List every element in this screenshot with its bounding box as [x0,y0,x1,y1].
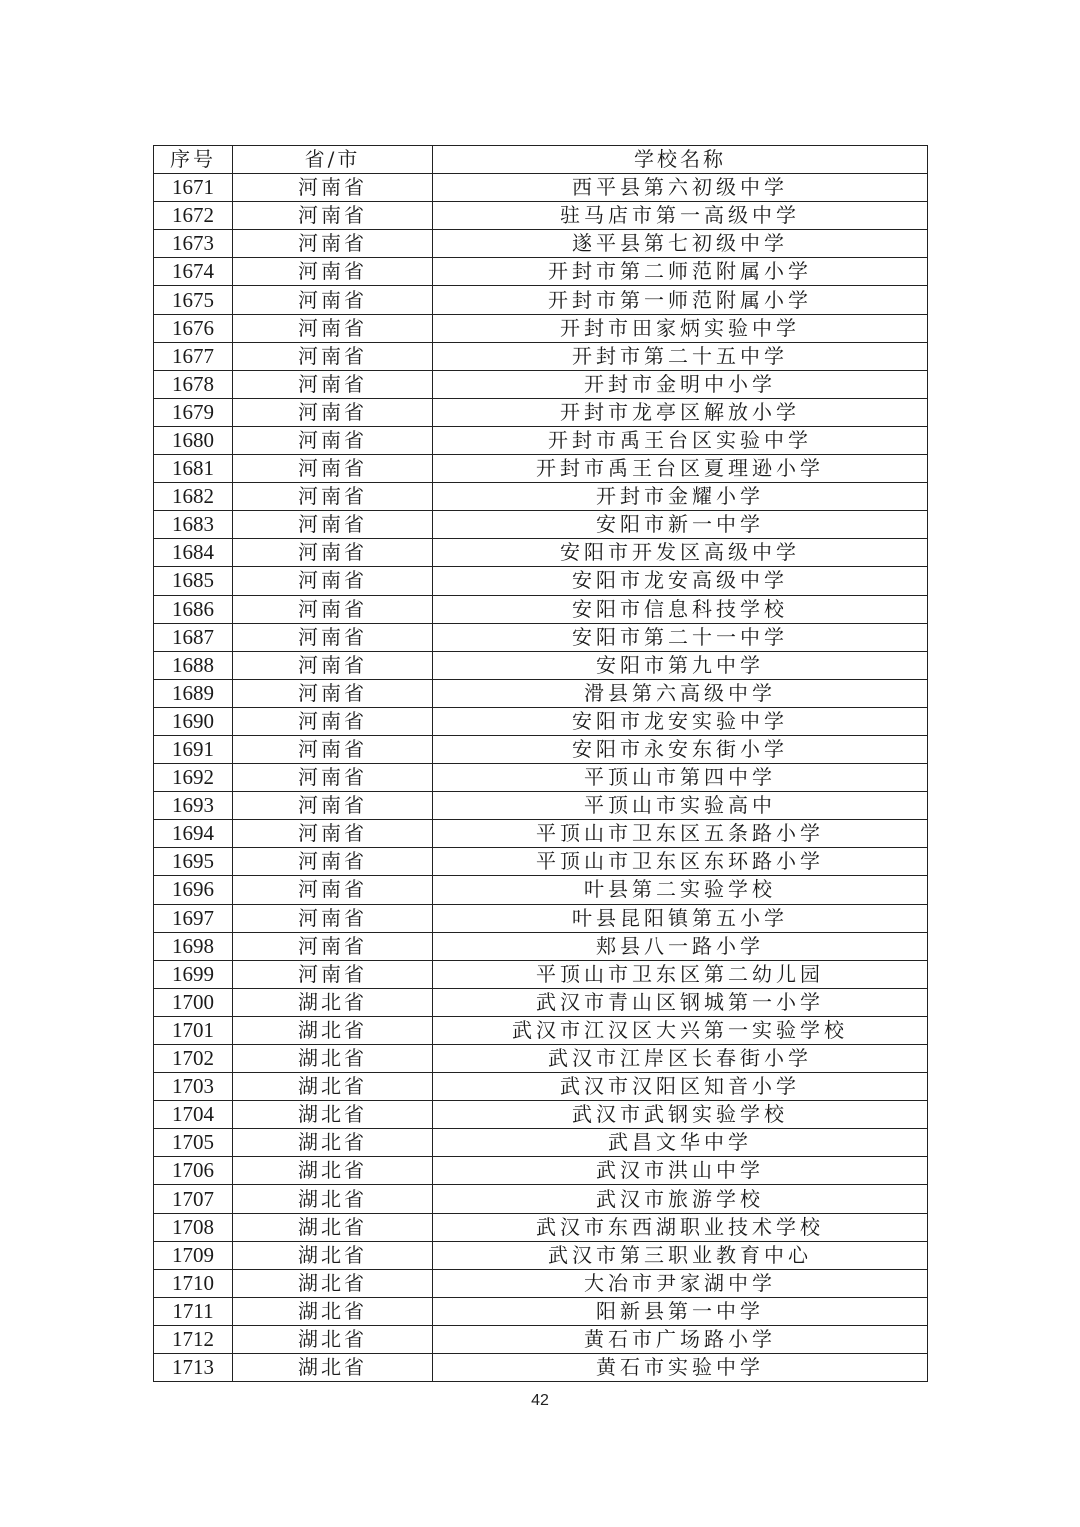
row-number: 1695 [154,848,233,876]
row-school-name: 郏县八一路小学 [433,932,928,960]
row-number: 1675 [154,286,233,314]
table-row [154,1325,928,1353]
row-school-name: 武汉市旅游学校 [433,1185,928,1213]
row-number: 1673 [154,230,233,258]
row-number: 1696 [154,876,233,904]
row-province: 河南省 [233,511,433,539]
row-school-name: 武昌文华中学 [433,1129,928,1157]
row-school-name: 安阳市永安东街小学 [433,735,928,763]
row-school-name: 武汉市洪山中学 [433,1157,928,1185]
row-province: 河南省 [233,960,433,988]
school-list-table [153,145,928,1382]
row-school-name: 武汉市武钢实验学校 [433,1101,928,1129]
row-school-name: 安阳市龙安高级中学 [433,567,928,595]
row-number: 1702 [154,1045,233,1073]
row-school-name: 开封市第二师范附属小学 [433,258,928,286]
row-number: 1676 [154,314,233,342]
row-province: 湖北省 [233,1325,433,1353]
row-number: 1700 [154,988,233,1016]
row-school-name: 安阳市开发区高级中学 [433,539,928,567]
row-school-name: 平顶山市卫东区第二幼儿园 [433,960,928,988]
row-province: 河南省 [233,876,433,904]
table-header-row [154,146,928,174]
row-province: 河南省 [233,342,433,370]
table-row [154,1269,928,1297]
row-province: 河南省 [233,314,433,342]
table-row [154,202,928,230]
row-number: 1672 [154,202,233,230]
table-row [154,455,928,483]
row-school-name: 武汉市汉阳区知音小学 [433,1073,928,1101]
row-number: 1707 [154,1185,233,1213]
row-number: 1685 [154,567,233,595]
row-number: 1713 [154,1354,233,1382]
row-number: 1691 [154,735,233,763]
row-number: 1683 [154,511,233,539]
row-number: 1694 [154,820,233,848]
table-row [154,539,928,567]
row-province: 河南省 [233,398,433,426]
row-number: 1698 [154,932,233,960]
header-index: 序号 [154,146,233,174]
table-row [154,623,928,651]
row-number: 1688 [154,651,233,679]
row-school-name: 安阳市第二十一中学 [433,623,928,651]
row-school-name: 开封市第二十五中学 [433,342,928,370]
row-province: 河南省 [233,792,433,820]
row-province: 河南省 [233,679,433,707]
table-row [154,511,928,539]
table-row [154,1354,928,1382]
row-school-name: 开封市金耀小学 [433,483,928,511]
row-province: 河南省 [233,539,433,567]
row-province: 河南省 [233,370,433,398]
row-number: 1687 [154,623,233,651]
row-number: 1671 [154,174,233,202]
table-row [154,398,928,426]
row-province: 河南省 [233,567,433,595]
row-province: 河南省 [233,230,433,258]
table-row [154,230,928,258]
table-row [154,960,928,988]
row-province: 河南省 [233,455,433,483]
table-row [154,567,928,595]
row-school-name: 叶县第二实验学校 [433,876,928,904]
table-row [154,1297,928,1325]
table-body [154,174,928,1382]
table-row [154,735,928,763]
table-row [154,651,928,679]
table-row [154,1157,928,1185]
table-row [154,820,928,848]
row-school-name: 安阳市龙安实验中学 [433,707,928,735]
table-row [154,876,928,904]
row-school-name: 阳新县第一中学 [433,1297,928,1325]
row-province: 湖北省 [233,1101,433,1129]
table-row [154,174,928,202]
row-number: 1689 [154,679,233,707]
row-number: 1686 [154,595,233,623]
row-school-name: 平顶山市卫东区东环路小学 [433,848,928,876]
row-number: 1701 [154,1016,233,1044]
row-number: 1705 [154,1129,233,1157]
row-number: 1681 [154,455,233,483]
row-province: 河南省 [233,623,433,651]
row-number: 1704 [154,1101,233,1129]
table-row [154,1241,928,1269]
header-province: 省/市 [233,146,433,174]
row-province: 湖北省 [233,1185,433,1213]
table-row [154,904,928,932]
row-province: 湖北省 [233,1213,433,1241]
row-number: 1680 [154,426,233,454]
table-row [154,848,928,876]
row-number: 1692 [154,764,233,792]
row-school-name: 开封市金明中小学 [433,370,928,398]
table-row [154,258,928,286]
row-school-name: 开封市禹王台区实验中学 [433,426,928,454]
table-row [154,1073,928,1101]
row-province: 湖北省 [233,1157,433,1185]
row-number: 1710 [154,1269,233,1297]
table-row [154,595,928,623]
row-school-name: 遂平县第七初级中学 [433,230,928,258]
row-province: 河南省 [233,202,433,230]
table-row [154,792,928,820]
row-school-name: 安阳市信息科技学校 [433,595,928,623]
table-row [154,932,928,960]
row-school-name: 武汉市江岸区长春街小学 [433,1045,928,1073]
table-row [154,764,928,792]
row-school-name: 安阳市新一中学 [433,511,928,539]
row-province: 河南省 [233,820,433,848]
row-school-name: 叶县昆阳镇第五小学 [433,904,928,932]
table-row [154,342,928,370]
row-number: 1693 [154,792,233,820]
row-school-name: 开封市龙亭区解放小学 [433,398,928,426]
row-province: 河南省 [233,595,433,623]
row-province: 湖北省 [233,1073,433,1101]
table-row [154,1129,928,1157]
table-row [154,707,928,735]
row-province: 湖北省 [233,1045,433,1073]
row-province: 湖北省 [233,1016,433,1044]
row-number: 1678 [154,370,233,398]
row-province: 河南省 [233,483,433,511]
row-number: 1684 [154,539,233,567]
row-province: 湖北省 [233,1354,433,1382]
row-province: 河南省 [233,426,433,454]
row-number: 1674 [154,258,233,286]
row-province: 河南省 [233,764,433,792]
row-school-name: 黄石市广场路小学 [433,1325,928,1353]
row-province: 湖北省 [233,1297,433,1325]
row-province: 河南省 [233,258,433,286]
row-school-name: 开封市第一师范附属小学 [433,286,928,314]
row-school-name: 驻马店市第一高级中学 [433,202,928,230]
table-row [154,370,928,398]
row-province: 河南省 [233,932,433,960]
row-school-name: 武汉市东西湖职业技术学校 [433,1213,928,1241]
row-province: 湖北省 [233,1269,433,1297]
table-row [154,679,928,707]
table-row [154,314,928,342]
row-school-name: 开封市田家炳实验中学 [433,314,928,342]
row-school-name: 平顶山市实验高中 [433,792,928,820]
row-province: 河南省 [233,651,433,679]
row-number: 1682 [154,483,233,511]
row-school-name: 武汉市江汉区大兴第一实验学校 [433,1016,928,1044]
row-number: 1703 [154,1073,233,1101]
table-row [154,1213,928,1241]
row-province: 河南省 [233,848,433,876]
table-row [154,1101,928,1129]
row-school-name: 平顶山市第四中学 [433,764,928,792]
row-number: 1679 [154,398,233,426]
row-number: 1712 [154,1325,233,1353]
row-number: 1708 [154,1213,233,1241]
row-province: 河南省 [233,707,433,735]
table-row [154,1016,928,1044]
row-number: 1709 [154,1241,233,1269]
row-number: 1706 [154,1157,233,1185]
table-row [154,1045,928,1073]
row-school-name: 武汉市青山区钢城第一小学 [433,988,928,1016]
row-school-name: 开封市禹王台区夏理逊小学 [433,455,928,483]
row-province: 河南省 [233,286,433,314]
row-school-name: 平顶山市卫东区五条路小学 [433,820,928,848]
row-school-name: 黄石市实验中学 [433,1354,928,1382]
table-row [154,1185,928,1213]
row-school-name: 滑县第六高级中学 [433,679,928,707]
row-number: 1711 [154,1297,233,1325]
row-school-name: 安阳市第九中学 [433,651,928,679]
row-number: 1697 [154,904,233,932]
table-row [154,483,928,511]
row-number: 1677 [154,342,233,370]
row-number: 1699 [154,960,233,988]
table-row [154,426,928,454]
row-school-name: 大冶市尹家湖中学 [433,1269,928,1297]
table-row [154,988,928,1016]
row-number: 1690 [154,707,233,735]
row-province: 湖北省 [233,1129,433,1157]
row-province: 河南省 [233,904,433,932]
table-row [154,286,928,314]
row-province: 湖北省 [233,988,433,1016]
row-province: 湖北省 [233,1241,433,1269]
row-school-name: 武汉市第三职业教育中心 [433,1241,928,1269]
page-number: 42 [531,1392,549,1409]
header-school: 学校名称 [433,146,928,174]
row-province: 河南省 [233,174,433,202]
row-province: 河南省 [233,735,433,763]
row-school-name: 西平县第六初级中学 [433,174,928,202]
